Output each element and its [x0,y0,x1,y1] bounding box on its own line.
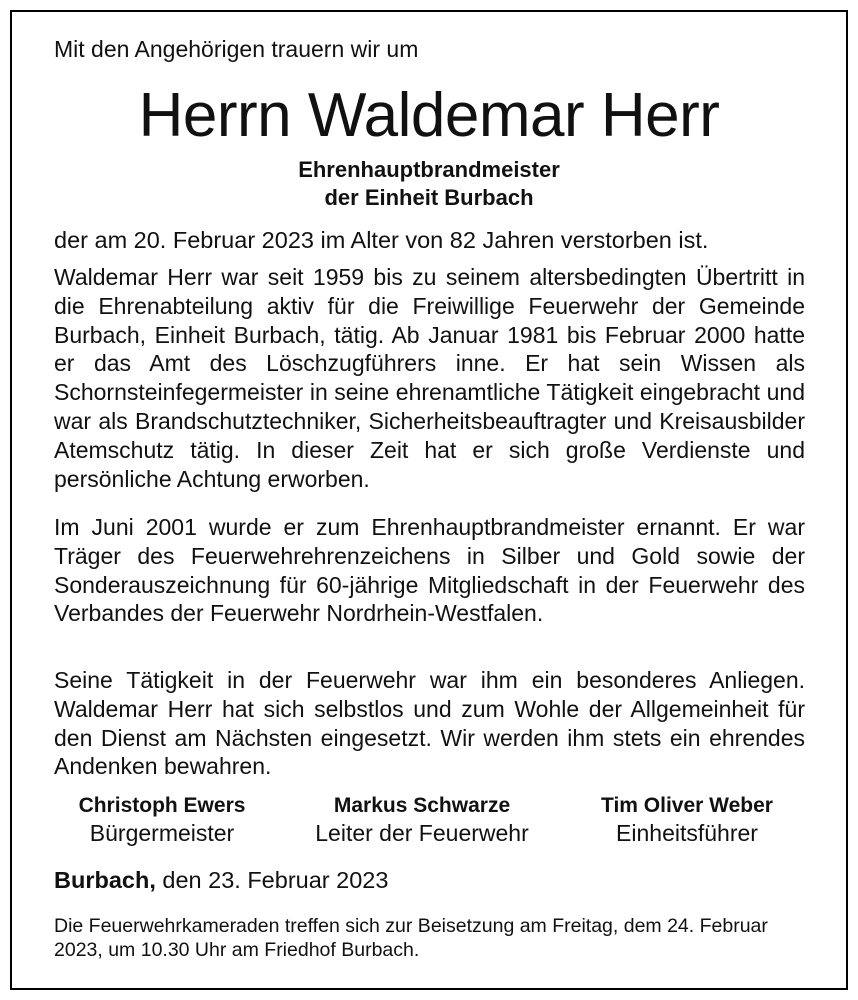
signatory-name: Markus Schwarze [333,794,511,817]
signatory-role: Einheitsführer [616,820,758,846]
place-name: Burbach, [54,867,156,893]
death-statement: der am 20. Februar 2023 im Alter von 82 Jahren verstorben ist. [54,227,709,253]
rank-title: Ehrenhauptbrandmeister [298,157,560,182]
signatory-role: Bürgermeister [89,820,235,846]
intro-line: Mit den Angehörigen trauern wir um [54,36,419,62]
signatory-unit-leader [580,794,794,847]
paragraph-career: Waldemar Herr war seit 1959 bis zu seinem altersbedingten Übertritt in die Ehrenabteilung aktiv für die Freiwillige Feuerwehr der Gemeinde Burbach, Einheit Burbach, tätig. Ab Januar 1981 bis Februar 2000 hatte er das Amt des Löschzugführers inne. Er hat sein Wissen als Schornsteinfegermeister in seine ehrenamtliche Tätigkeit eingebracht und war als Brandschutztechniker, Sicherheitsbeauftragter und Kreisausbilder Atemschutz tätig. In dieser Zeit hat er sich große Verdienste und persönliche Achtung erworben. [54,264,805,492]
place-date-line [54,867,388,894]
signatory-name: Tim Oliver Weber [601,794,773,817]
paragraph-honors: Im Juni 2001 wurde er zum Ehrenhauptbrandmeister ernannt. Er war Träger des Feuerwehrehrenzeichens in Silber und Gold sowie der Sonderauszeichnung für 60-jährige Mitgliedschaft in der Feuerwehr des Verbandes der Feuerwehr Nordrhein-Westfalen. [54,514,805,627]
signatory-role: Leiter der Feuerwehr [315,820,529,846]
deceased-name: Herrn Waldemar Herr [138,81,720,150]
paragraph-tribute: Seine Tätigkeit in der Feuerwehr war ihm ein besonderes Anliegen. Waldemar Herr hat sich selbstlos und zum Wohle der Allgemeinheit für den Dienst am Nächsten eingesetzt. Wir werden ihm stets ein ehrendes Andenken bewahren. [54,667,805,780]
signatory-mayor [60,794,264,847]
rank-unit: der Einheit Burbach [324,185,534,210]
signatory-fire-chief [292,794,552,847]
funeral-note: Die Feuerwehrkameraden treffen sich zur Beisetzung am Freitag, dem 24. Februar 2023, um 10.30 Uhr am Friedhof Burbach. [54,915,768,961]
signatory-name: Christoph Ewers [78,794,246,817]
date-text: den 23. Februar 2023 [162,867,389,893]
